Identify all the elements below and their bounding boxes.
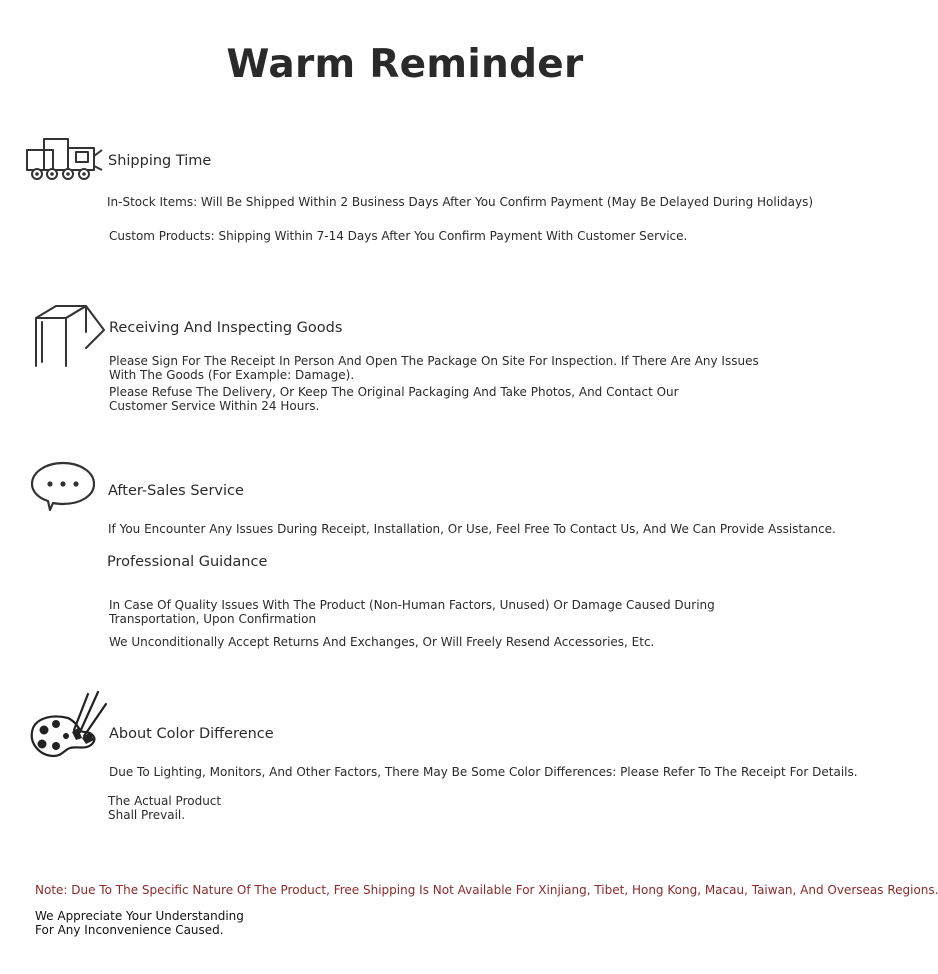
professional-guidance-heading: Professional Guidance [107, 554, 268, 570]
quality-issues-text: In Case Of Quality Issues With The Product (Non-Human Factors, Unused) Or Damage Caused During Transportation, Upon Confirmation [109, 598, 715, 626]
truck-icon [24, 136, 104, 184]
shipping-heading: Shipping Time [108, 153, 212, 169]
after-sales-heading: After-Sales Service [108, 483, 244, 499]
after-sales-contact-text: If You Encounter Any Issues During Receipt, Installation, Or Use, Feel Free To Contact Us, And We Can Provide Assistance. [108, 522, 836, 536]
color-difference-text: Due To Lighting, Monitors, And Other Factors, There May Be Some Color Differences: Please Refer To The Receipt For Details. [109, 765, 858, 779]
palette-icon [30, 688, 108, 760]
chat-bubble-icon [30, 460, 98, 512]
shipping-custom-text: Custom Products: Shipping Within 7-14 Days After You Confirm Payment With Customer Service. [109, 229, 688, 243]
receiving-refuse-text: Please Refuse The Delivery, Or Keep The Original Packaging And Take Photos, And Contact Our Customer Service Within 24 Hours. [109, 385, 679, 413]
shipping-in-stock-text: In-Stock Items: Will Be Shipped Within 2 Business Days After You Confirm Payment (May Be Delayed During Holidays) [107, 195, 814, 209]
color-difference-heading: About Color Difference [109, 726, 274, 742]
shipping-note: Note: Due To The Specific Nature Of The Product, Free Shipping Is Not Available For Xinjiang, Tibet, Hong Kong, Macau, Taiwan, And Overseas Regions. [35, 883, 938, 897]
actual-product-text: The Actual Product Shall Prevail. [108, 794, 222, 822]
appreciation-text: We Appreciate Your Understanding For Any Inconvenience Caused. [35, 909, 244, 937]
box-icon [30, 302, 106, 374]
receiving-heading: Receiving And Inspecting Goods [109, 320, 343, 336]
page-title: Warm Reminder [226, 42, 584, 87]
receiving-sign-text: Please Sign For The Receipt In Person And Open The Package On Site For Inspection. If There Are Any Issues With The Goods (For Example: Damage). [109, 354, 759, 382]
returns-exchanges-text: We Unconditionally Accept Returns And Exchanges, Or Will Freely Resend Accessories, Etc. [109, 635, 655, 649]
